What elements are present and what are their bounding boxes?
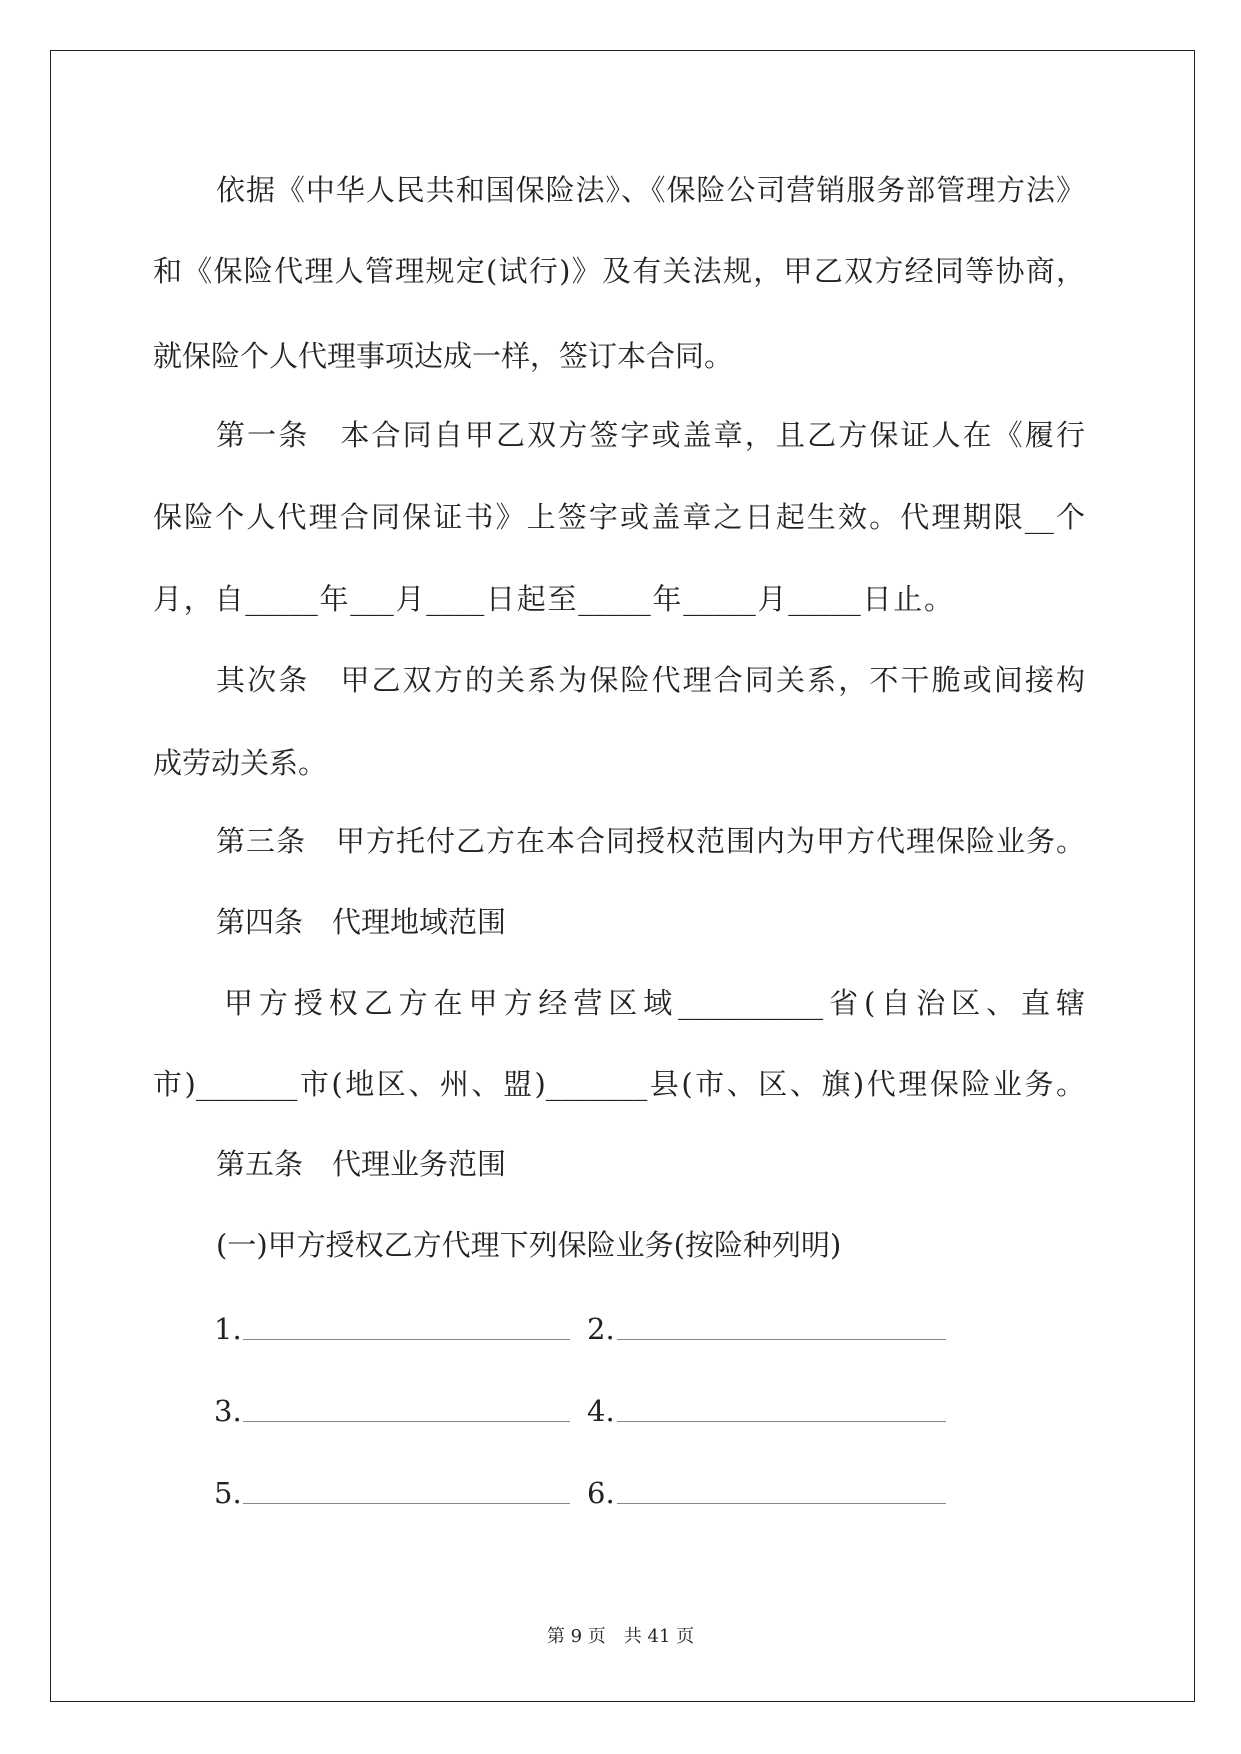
list-item: [214, 1391, 574, 1431]
item-number: 4.: [587, 1394, 615, 1428]
item-number: 5.: [214, 1476, 242, 1510]
page-number-footer: 第 9 页 共 41 页: [546, 1626, 695, 1647]
list-item: [214, 1309, 574, 1349]
blank-field: [617, 1339, 946, 1340]
item-number: 6.: [587, 1476, 615, 1510]
item-number: 2.: [587, 1312, 615, 1346]
article-3: 第三条 甲方托付乙方在本合同授权范围内为甲方代理保险业务。: [216, 824, 1085, 858]
page-border: [50, 50, 1195, 1702]
blank-field: [617, 1421, 946, 1422]
blank-field: [617, 1503, 946, 1504]
paragraph-intro-line: 就保险个人代理事项达成一样，签订本合同。: [153, 339, 734, 373]
blank-field: [243, 1421, 570, 1422]
article-5-heading: 第五条 代理业务范围: [216, 1147, 507, 1181]
list-item: [587, 1391, 947, 1431]
article-1-line: 月，自_____年___月____日起至_____年_____月_____日止。: [153, 582, 953, 616]
article-5-clause-1: (一)甲方授权乙方代理下列保险业务(按险种列明): [216, 1228, 842, 1262]
article-2-line: 成劳动关系。: [153, 746, 328, 780]
paragraph-intro-line: 依据《中华人民共和国保险法》、《保险公司营销服务部管理方法》: [216, 173, 1085, 207]
blank-field: [243, 1339, 570, 1340]
article-4-line: 市)_______市(地区、州、盟)_______县(市、区、旗)代理保险业务。: [153, 1067, 1085, 1101]
article-1-line: 第一条 本合同自甲乙双方签字或盖章，且乙方保证人在《履行: [216, 418, 1085, 452]
paragraph-intro-line: 和《保险代理人管理规定(试行)》及有关法规，甲乙双方经同等协商，: [153, 254, 1085, 288]
list-item: [587, 1309, 947, 1349]
item-number: 1.: [214, 1312, 242, 1346]
blank-field: [243, 1503, 570, 1504]
list-item: [587, 1473, 947, 1513]
item-number: 3.: [214, 1394, 242, 1428]
article-4-line: 甲方授权乙方在甲方经营区域__________省(自治区、直辖: [224, 986, 1085, 1020]
article-4-heading: 第四条 代理地域范围: [216, 905, 507, 939]
list-item: [214, 1473, 574, 1513]
article-2-line: 其次条 甲乙双方的关系为保险代理合同关系，不干脆或间接构: [216, 663, 1085, 697]
article-1-line: 保险个人代理合同保证书》上签字或盖章之日起生效。代理期限__个: [153, 500, 1085, 534]
